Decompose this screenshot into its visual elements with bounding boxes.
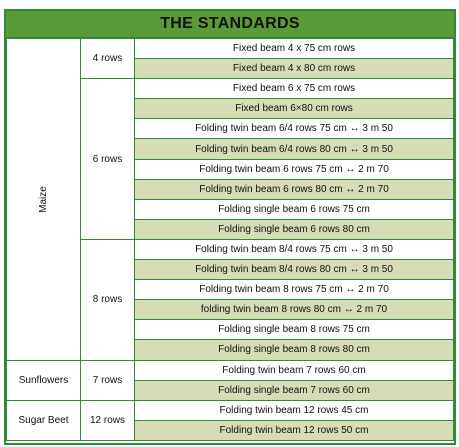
configuration-cell: Fixed beam 6×80 cm rows — [135, 99, 454, 119]
table-row — [7, 400, 454, 420]
table-title: THE STANDARDS — [6, 11, 454, 38]
configuration-cell: Folding twin beam 6 rows 75 cm ↔ 2 m 70 — [135, 159, 454, 179]
configuration-cell: Folding twin beam 8/4 rows 80 cm ↔ 3 m 50 — [135, 260, 454, 280]
row-count-cell: 6 rows — [81, 79, 135, 240]
row-count-cell: 8 rows — [81, 239, 135, 360]
table-row — [7, 360, 454, 380]
row-count-cell: 12 rows — [81, 400, 135, 440]
configuration-cell: Folding twin beam 7 rows 60 cm — [135, 360, 454, 380]
standards-table-frame — [4, 9, 456, 445]
configuration-cell: Fixed beam 6 x 75 cm rows — [135, 79, 454, 99]
configuration-cell: Folding twin beam 8 rows 75 cm ↔ 2 m 70 — [135, 280, 454, 300]
configuration-cell: Folding twin beam 12 rows 45 cm — [135, 400, 454, 420]
crop-label: Sugar Beet — [18, 414, 69, 426]
crop-cell — [7, 39, 81, 361]
configuration-cell: Folding twin beam 6/4 rows 75 cm ↔ 3 m 50 — [135, 119, 454, 139]
configuration-cell: Folding single beam 8 rows 75 cm — [135, 320, 454, 340]
crop-cell — [7, 400, 81, 440]
row-count-cell: 7 rows — [81, 360, 135, 400]
configuration-cell: Folding twin beam 6 rows 80 cm ↔ 2 m 70 — [135, 179, 454, 199]
configuration-cell: Folding twin beam 6/4 rows 80 cm ↔ 3 m 50 — [135, 139, 454, 159]
standards-table-body — [7, 39, 454, 441]
configuration-cell: Fixed beam 4 x 80 cm rows — [135, 59, 454, 79]
crop-label: Maize — [38, 185, 49, 213]
configuration-cell: Folding twin beam 8/4 rows 75 cm ↔ 3 m 50 — [135, 239, 454, 259]
crop-label: Sunflowers — [18, 374, 69, 386]
configuration-cell: folding twin beam 8 rows 80 cm ↔ 2 m 70 — [135, 300, 454, 320]
configuration-cell: Folding single beam 6 rows 75 cm — [135, 199, 454, 219]
crop-cell — [7, 360, 81, 400]
configuration-cell: Fixed beam 4 x 75 cm rows — [135, 39, 454, 59]
standards-table — [6, 38, 454, 441]
configuration-cell: Folding single beam 7 rows 60 cm — [135, 380, 454, 400]
row-count-cell: 4 rows — [81, 39, 135, 79]
table-row — [7, 39, 454, 59]
configuration-cell: Folding twin beam 12 rows 50 cm — [135, 420, 454, 440]
configuration-cell: Folding single beam 6 rows 80 cm — [135, 219, 454, 239]
configuration-cell: Folding single beam 8 rows 80 cm — [135, 340, 454, 360]
